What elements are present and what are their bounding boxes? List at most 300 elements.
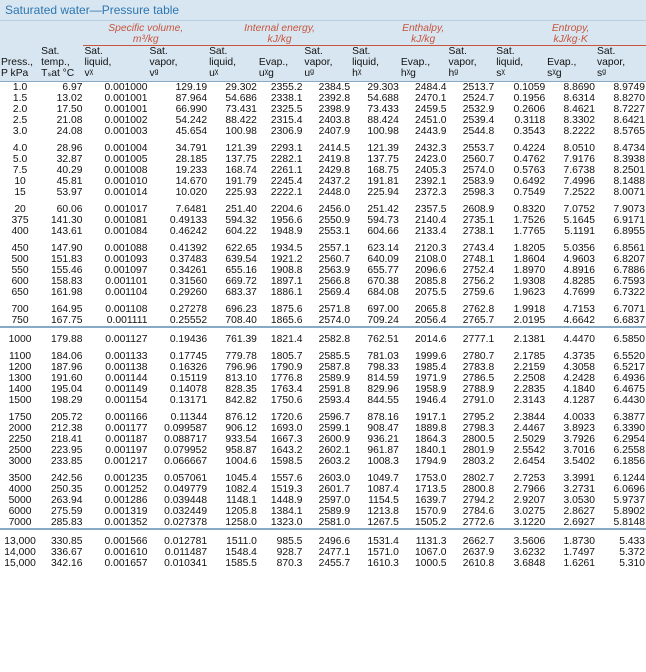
- table-cell: 1864.3: [415, 434, 447, 445]
- table-cell: 10: [14, 176, 26, 187]
- table-cell: 4.1287: [563, 395, 596, 406]
- table-cell: 2603.0: [318, 473, 351, 484]
- table-cell: 2800.5: [462, 434, 495, 445]
- table-cell: 137.75: [367, 154, 399, 165]
- table-row: [0, 351, 646, 362]
- table-cell: 195.04: [50, 384, 83, 395]
- table-cell: 2786.5: [462, 373, 495, 384]
- table-cell: 1999.6: [415, 351, 447, 362]
- table-cell: 60.06: [56, 204, 83, 215]
- table-cell: 594.32: [225, 215, 257, 226]
- table-cell: 0.001138: [105, 362, 148, 373]
- table-cell: 2392.8: [318, 93, 351, 104]
- table-cell: 4.2428: [563, 373, 596, 384]
- group-header-row: [0, 21, 646, 46]
- table-cell: 7.9176: [563, 154, 596, 165]
- table-cell: 796.96: [225, 362, 257, 373]
- table-cell: 88.422: [225, 115, 257, 126]
- table-cell: 4.8285: [563, 276, 596, 287]
- table-cell: 985.5: [276, 536, 303, 547]
- table-row: [0, 115, 646, 126]
- table-cell: 2451.0: [415, 115, 447, 126]
- table-cell: 2802.7: [462, 473, 495, 484]
- table-row: [0, 143, 646, 154]
- table-cell: 0.066667: [164, 456, 208, 467]
- table-cell: 218.41: [50, 434, 83, 445]
- table-cell: 184.06: [50, 351, 83, 362]
- table-cell: 2014.6: [415, 334, 447, 345]
- group-internal-energy: Internal energy, kJ/kg: [208, 21, 351, 46]
- table-cell: 1548.4: [225, 547, 257, 558]
- table-cell: 5.1191: [564, 226, 596, 237]
- table-cell: 8.8270: [613, 93, 645, 104]
- table-cell: 1713.5: [415, 484, 447, 495]
- table-cell: 4.3058: [563, 362, 596, 373]
- table-cell: 1500: [8, 395, 32, 406]
- table-cell: 1720.6: [270, 412, 303, 423]
- table-row: [0, 434, 646, 445]
- table-cell: 6.5850: [613, 334, 645, 345]
- table-cell: 73.433: [367, 104, 399, 115]
- table-cell: 1154.5: [368, 495, 399, 506]
- table-cell: 639.54: [225, 254, 257, 265]
- table-cell: 1448.9: [270, 495, 303, 506]
- column-header-cell: [546, 46, 596, 58]
- table-cell: 2662.7: [462, 536, 495, 547]
- table-cell: 908.47: [367, 423, 399, 434]
- table-cell: 100.98: [367, 126, 399, 137]
- column-header-cell: vapor,: [303, 57, 351, 68]
- table-cell: 2603.2: [318, 456, 351, 467]
- table-cell: 0.001008: [104, 165, 148, 176]
- table-row: [0, 176, 646, 187]
- table-cell: 2593.4: [318, 395, 351, 406]
- table-cell: 2783.8: [462, 362, 495, 373]
- table-cell: 5.1645: [563, 215, 596, 226]
- table-cell: 3.6232: [513, 547, 546, 558]
- table-cell: 2056.4: [415, 315, 447, 326]
- table-cell: 2392.1: [415, 176, 447, 187]
- table-cell: 1049.7: [367, 473, 399, 484]
- table-cell: 2772.6: [462, 517, 495, 528]
- table-cell: 4.1840: [563, 384, 596, 395]
- table-row: [0, 517, 646, 529]
- table-cell: 8.2501: [613, 165, 645, 176]
- table-cell: 1805.7: [270, 351, 303, 362]
- table-cell: 2738.1: [462, 226, 495, 237]
- table-cell: 45.81: [56, 176, 83, 187]
- table-cell: 0.001093: [104, 254, 148, 265]
- table-cell: 2582.8: [318, 334, 351, 345]
- table-cell: 2759.6: [462, 287, 495, 298]
- table-cell: 7.4996: [563, 176, 596, 187]
- table-cell: 0.001319: [104, 506, 148, 517]
- table-row: [0, 254, 646, 265]
- table-cell: 2357.5: [415, 204, 447, 215]
- table-cell: 2585.5: [318, 351, 351, 362]
- column-header-row-1: [0, 46, 646, 58]
- table-cell: 670.38: [367, 276, 399, 287]
- table-cell: 0.001149: [105, 384, 148, 395]
- column-header-cell: vapor,: [448, 57, 496, 68]
- table-cell: 2140.4: [415, 215, 447, 226]
- table-cell: 936.21: [367, 434, 399, 445]
- table-cell: 2.6927: [563, 517, 596, 528]
- table-cell: 1875.6: [270, 304, 303, 315]
- table-cell: 2.1785: [513, 351, 546, 362]
- table-cell: 2085.8: [415, 276, 447, 287]
- table-cell: 28.96: [56, 143, 83, 154]
- column-header-cell: Press.,: [0, 57, 40, 68]
- table-cell: 2429.8: [318, 165, 351, 176]
- table-cell: 2553.1: [318, 226, 351, 237]
- table-cell: 1519.3: [270, 484, 303, 495]
- column-header-cell: P kPa: [0, 68, 40, 82]
- table-cell: 1100: [8, 351, 32, 362]
- table-cell: 205.72: [50, 412, 83, 423]
- table-cell: 330.85: [50, 536, 83, 547]
- table-cell: 4.9603: [563, 254, 596, 265]
- table-cell: 167.75: [50, 315, 83, 326]
- table-cell: 5.372: [619, 547, 645, 558]
- table-cell: 4.4470: [563, 334, 596, 345]
- table-cell: 2405.3: [415, 165, 447, 176]
- table-cell: 2610.8: [462, 558, 495, 569]
- table-cell: 164.95: [50, 304, 83, 315]
- table-cell: 251.40: [225, 204, 257, 215]
- table-cell: 6.4936: [613, 373, 645, 384]
- table-cell: 4.8916: [563, 265, 596, 276]
- table-cell: 1.8205: [513, 243, 546, 254]
- table-cell: 1693.0: [270, 423, 303, 434]
- table-cell: 2448.0: [318, 187, 351, 198]
- table-cell: 0.001133: [105, 351, 148, 362]
- table-cell: 13.02: [56, 93, 83, 104]
- table-cell: 2596.7: [318, 412, 351, 423]
- table-cell: 700: [11, 304, 29, 315]
- table-cell: 3.3991: [563, 473, 596, 484]
- table-cell: 6.7322: [613, 287, 645, 298]
- table-cell: 1000: [8, 334, 32, 345]
- table-cell: 0.25552: [169, 315, 208, 326]
- table-cell: 2.3143: [513, 395, 546, 406]
- table-cell: 263.94: [50, 495, 83, 506]
- table-cell: 2598.3: [462, 187, 495, 198]
- table-cell: 24.08: [56, 126, 83, 137]
- column-header-cell: Sat.: [351, 46, 400, 58]
- column-header-cell: vapor,: [148, 57, 208, 68]
- table-cell: 1.9918: [513, 304, 546, 315]
- table-cell: 623.14: [367, 243, 399, 254]
- table-cell: 19.233: [175, 165, 208, 176]
- table-cell: 2752.4: [462, 265, 495, 276]
- column-header-row-2: [0, 57, 646, 68]
- table-cell: 0.1956: [513, 93, 546, 104]
- table-cell: 0.2606: [513, 104, 546, 115]
- table-cell: 73.431: [225, 104, 257, 115]
- column-header-cell: Sat.: [148, 46, 208, 58]
- group-specific-volume: Specific volume, m³/kg: [83, 21, 208, 46]
- table-cell: 0.34261: [169, 265, 208, 276]
- table-cell: 2569.4: [318, 287, 351, 298]
- table-row: [0, 473, 646, 484]
- table-cell: 54.686: [225, 93, 257, 104]
- group-enthalpy: Enthalpy, kJ/kg: [351, 21, 495, 46]
- table-cell: 0.14078: [169, 384, 208, 395]
- table-cell: 1794.9: [415, 456, 447, 467]
- table-cell: 54.688: [367, 93, 399, 104]
- table-cell: 2591.8: [318, 384, 351, 395]
- table-cell: 212.38: [50, 423, 83, 434]
- table-cell: 2484.4: [415, 82, 447, 93]
- column-header-cell: sᵡ: [495, 68, 546, 82]
- table-cell: 604.66: [367, 226, 399, 237]
- section-gap-cell: [0, 529, 646, 536]
- table-cell: 15,000: [4, 558, 36, 569]
- table-cell: 191.79: [225, 176, 257, 187]
- table-cell: 0.001017: [104, 204, 148, 215]
- table-cell: 2437.2: [318, 176, 351, 187]
- table-cell: 4000: [8, 484, 32, 495]
- table-cell: 168.75: [367, 165, 399, 176]
- table-cell: 225.93: [225, 187, 257, 198]
- table-cell: 6.7071: [613, 304, 645, 315]
- column-header-cell: Sat.: [495, 46, 546, 58]
- table-cell: 1840.1: [415, 445, 447, 456]
- table-row: [0, 484, 646, 495]
- table-cell: 1667.3: [270, 434, 303, 445]
- table-cell: 191.81: [367, 176, 399, 187]
- table-cell: 2432.3: [415, 143, 447, 154]
- table-row: [0, 154, 646, 165]
- column-header-cell: hᵡg: [400, 68, 448, 82]
- table-cell: 1585.5: [225, 558, 257, 569]
- section-gap-cell: [0, 327, 646, 334]
- table-row: [0, 456, 646, 467]
- table-cell: 0.001235: [104, 473, 148, 484]
- section-gap: [0, 529, 646, 536]
- table-cell: 8.5765: [613, 126, 645, 137]
- table-cell: 2550.9: [318, 215, 351, 226]
- table-cell: 844.55: [367, 395, 399, 406]
- table-cell: 187.96: [50, 362, 83, 373]
- table-cell: 640.09: [367, 254, 399, 265]
- table-cell: 1531.4: [367, 536, 399, 547]
- table-cell: 2.5029: [513, 434, 546, 445]
- table-cell: 696.23: [225, 304, 257, 315]
- table-cell: 1087.4: [367, 484, 399, 495]
- table-cell: 669.72: [225, 276, 257, 287]
- table-cell: 5.310: [619, 558, 645, 569]
- table-cell: 8.6421: [613, 115, 645, 126]
- table-cell: 0.46242: [169, 226, 208, 237]
- column-header-cell: Sat.: [208, 46, 258, 58]
- table-cell: 2204.6: [270, 204, 303, 215]
- table-cell: 8.8690: [563, 82, 596, 93]
- table-row: [0, 412, 646, 423]
- column-header-cell: [258, 46, 304, 58]
- table-cell: 2456.0: [318, 204, 351, 215]
- table-cell: 2306.9: [270, 126, 303, 137]
- table-cell: 1790.9: [270, 362, 303, 373]
- table-cell: 2795.2: [462, 412, 495, 423]
- table-cell: 2557.1: [318, 243, 351, 254]
- table-cell: 223.95: [50, 445, 83, 456]
- table-cell: 3.7926: [563, 434, 596, 445]
- table-cell: 2.0195: [513, 315, 546, 326]
- table-cell: 2419.8: [318, 154, 351, 165]
- table-cell: 198.29: [50, 395, 83, 406]
- column-header-cell: Sat.: [40, 46, 83, 58]
- table-cell: 161.98: [50, 287, 83, 298]
- table-cell: 2.8627: [563, 506, 596, 517]
- table-cell: 2407.9: [318, 126, 351, 137]
- group-entropy: Entropy, kJ/kg·K: [495, 21, 646, 46]
- table-row: [0, 226, 646, 237]
- table-row: [0, 104, 646, 115]
- table-cell: 0.001010: [104, 176, 148, 187]
- table-cell: 683.37: [225, 287, 257, 298]
- column-header-cell: liquid,: [83, 57, 148, 68]
- column-header-cell: uᵡg: [258, 68, 304, 82]
- table-cell: 0.001014: [104, 187, 148, 198]
- table-cell: 7.2522: [563, 187, 596, 198]
- table-cell: 708.40: [225, 315, 257, 326]
- table-cell: 3.5606: [513, 536, 546, 547]
- table-cell: 3000: [8, 456, 32, 467]
- table-cell: 1.6261: [563, 558, 596, 569]
- table-cell: 10.020: [175, 187, 208, 198]
- table-cell: 684.08: [367, 287, 399, 298]
- table-cell: 2637.9: [462, 547, 495, 558]
- table-cell: 191.60: [50, 373, 83, 384]
- table-cell: 0.049779: [164, 484, 208, 495]
- table-cell: 813.10: [225, 373, 257, 384]
- table-cell: 6.1244: [613, 473, 645, 484]
- table-cell: 1934.5: [270, 243, 303, 254]
- table-cell: 2788.9: [462, 384, 495, 395]
- table-cell: 600: [11, 276, 29, 287]
- table-cell: 147.90: [50, 243, 83, 254]
- table-cell: 2120.3: [415, 243, 447, 254]
- table-cell: 40.29: [56, 165, 83, 176]
- table-cell: 251.42: [367, 204, 399, 215]
- table-cell: 2803.2: [462, 456, 495, 467]
- table-row: [0, 423, 646, 434]
- table-cell: 179.88: [50, 334, 83, 345]
- table-cell: 2096.6: [415, 265, 447, 276]
- table-cell: 2.4467: [513, 423, 546, 434]
- table-cell: 1045.4: [225, 473, 257, 484]
- table-row: [0, 495, 646, 506]
- table-cell: 0.8320: [513, 204, 546, 215]
- table-cell: 15: [14, 187, 26, 198]
- table-cell: 2589.9: [318, 506, 351, 517]
- table-cell: 6.4675: [613, 384, 645, 395]
- table-cell: 1511.0: [226, 536, 257, 547]
- table-cell: 7.5: [12, 165, 28, 176]
- table-cell: 6.1856: [613, 456, 645, 467]
- table-cell: 6.7593: [613, 276, 645, 287]
- table-cell: 1.7497: [563, 547, 596, 558]
- table-cell: 2470.1: [415, 93, 447, 104]
- table-cell: 1.7765: [513, 226, 546, 237]
- table-cell: 0.3543: [513, 126, 546, 137]
- table-cell: 3.0: [12, 126, 28, 137]
- table-cell: 1639.7: [415, 495, 447, 506]
- table-row: [0, 287, 646, 298]
- table-cell: 121.39: [367, 143, 399, 154]
- table-cell: 1.0: [12, 82, 28, 93]
- table-row: [0, 384, 646, 395]
- table-cell: 2325.5: [270, 104, 303, 115]
- table-cell: 168.74: [225, 165, 257, 176]
- table-cell: 2608.9: [462, 204, 495, 215]
- table-cell: 0.001657: [104, 558, 148, 569]
- table-cell: 8.9749: [613, 82, 645, 93]
- table-cell: 2800.8: [462, 484, 495, 495]
- table-cell: 2743.4: [462, 243, 495, 254]
- table-cell: 1067.0: [415, 547, 447, 558]
- table-cell: 6.97: [62, 82, 83, 93]
- table-cell: 2423.0: [415, 154, 447, 165]
- table-row: [0, 395, 646, 406]
- table-cell: 2574.0: [462, 165, 495, 176]
- table-cell: 2338.1: [270, 93, 303, 104]
- table-cell: 3.6848: [513, 558, 546, 569]
- table-cell: 2.7253: [513, 473, 546, 484]
- table-cell: 1958.9: [415, 384, 447, 395]
- table-cell: 6.5217: [613, 362, 645, 373]
- column-header-cell: Sat.: [83, 46, 148, 58]
- table-cell: 870.3: [276, 558, 303, 569]
- table-cell: 155.46: [50, 265, 83, 276]
- table-cell: 2477.1: [318, 547, 351, 558]
- table-cell: 0.16326: [169, 362, 208, 373]
- table-cell: 0.001081: [104, 215, 148, 226]
- table-cell: 6.3877: [613, 412, 645, 423]
- table-cell: 1571.0: [367, 547, 399, 558]
- table-cell: 2455.7: [318, 558, 351, 569]
- table-cell: 1205.8: [225, 506, 257, 517]
- table-cell: 400: [11, 226, 29, 237]
- table-cell: 158.83: [50, 276, 83, 287]
- table-cell: 0.001566: [104, 536, 148, 547]
- table-cell: 2735.1: [462, 215, 495, 226]
- table-cell: 1.5: [12, 93, 28, 104]
- table-cell: 2780.7: [462, 351, 495, 362]
- table-cell: 53.97: [56, 187, 83, 198]
- table-cell: 761.39: [225, 334, 257, 345]
- table-cell: 2.9207: [513, 495, 546, 506]
- table-cell: 2398.9: [318, 104, 351, 115]
- table-cell: 2784.6: [462, 506, 495, 517]
- table-row: [0, 93, 646, 104]
- table-cell: 2597.0: [318, 495, 351, 506]
- table-cell: 0.29260: [169, 287, 208, 298]
- table-cell: 1821.4: [270, 334, 303, 345]
- table-cell: 0.4224: [513, 143, 546, 154]
- table-cell: 0.001001: [104, 93, 148, 104]
- table-cell: 0.088717: [164, 434, 208, 445]
- table-cell: 0.6492: [513, 176, 546, 187]
- table-cell: 34.791: [175, 143, 208, 154]
- column-header-cell: Evap.,: [546, 57, 596, 68]
- table-cell: 0.001003: [104, 126, 148, 137]
- table-cell: 0.011487: [164, 547, 208, 558]
- table-cell: 8.4734: [613, 143, 645, 154]
- table-cell: 29.303: [367, 82, 399, 93]
